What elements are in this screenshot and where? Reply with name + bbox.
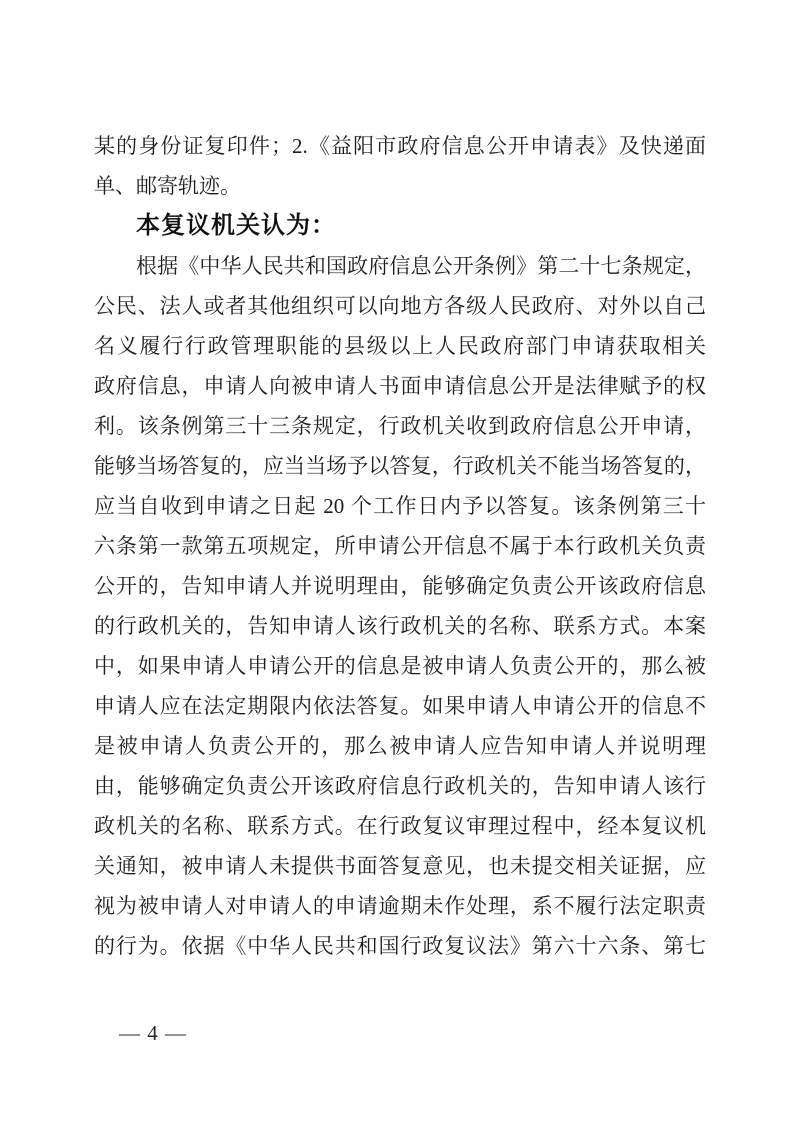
text-line: 是被申请人负责公开的，那么被申请人应告知申请人并说明理 [94,734,706,758]
text-line: 根据《中华人民共和国政府信息公开条例》第二十七条规定， [136,254,706,278]
text-line: 名义履行行政管理职能的县级以上人民政府部门申请获取相关 [94,334,706,358]
text-line: 单、邮寄轨迹。 [94,174,241,198]
section-heading: 本复议机关认为： [136,212,336,239]
text-line: 公开的，告知申请人并说明理由，能够确定负责公开该政府信息 [94,574,706,598]
text-line: 某的身份证复印件；2.《益阳市政府信息公开申请表》及快递面 [94,134,706,158]
text-line: 关通知，被申请人未提供书面答复意见，也未提交相关证据，应 [94,854,706,878]
text-line: 申请人应在法定期限内依法答复。如果申请人申请公开的信息不 [94,694,706,718]
text-line: 视为被申请人对申请人的申请逾期未作处理，系不履行法定职责 [94,894,706,918]
text-line: 政府信息，申请人向被申请人书面申请信息公开是法律赋予的权 [94,374,706,398]
text-line: 应当自收到申请之日起 20 个工作日内予以答复。该条例第三十 [94,494,706,518]
text-line: 六条第一款第五项规定，所申请公开信息不属于本行政机关负责 [94,534,706,558]
text-line: 能够当场答复的，应当当场予以答复，行政机关不能当场答复的， [94,454,706,478]
text-line: 中，如果申请人申请公开的信息是被申请人负责公开的，那么被 [94,654,706,678]
text-line: 的行政机关的，告知申请人该行政机关的名称、联系方式。本案 [94,614,706,638]
page-number: — 4 — [119,1021,187,1045]
text-line: 利。该条例第三十三条规定，行政机关收到政府信息公开申请， [94,414,706,438]
document-body [94,126,706,966]
text-line: 公民、法人或者其他组织可以向地方各级人民政府、对外以自己 [94,294,706,318]
text-line: 由，能够确定负责公开该政府信息行政机关的，告知申请人该行 [94,774,706,798]
text-line: 政机关的名称、联系方式。在行政复议审理过程中，经本复议机 [94,814,706,838]
text-line: 的行为。依据《中华人民共和国行政复议法》第六十六条、第七 [94,934,706,958]
